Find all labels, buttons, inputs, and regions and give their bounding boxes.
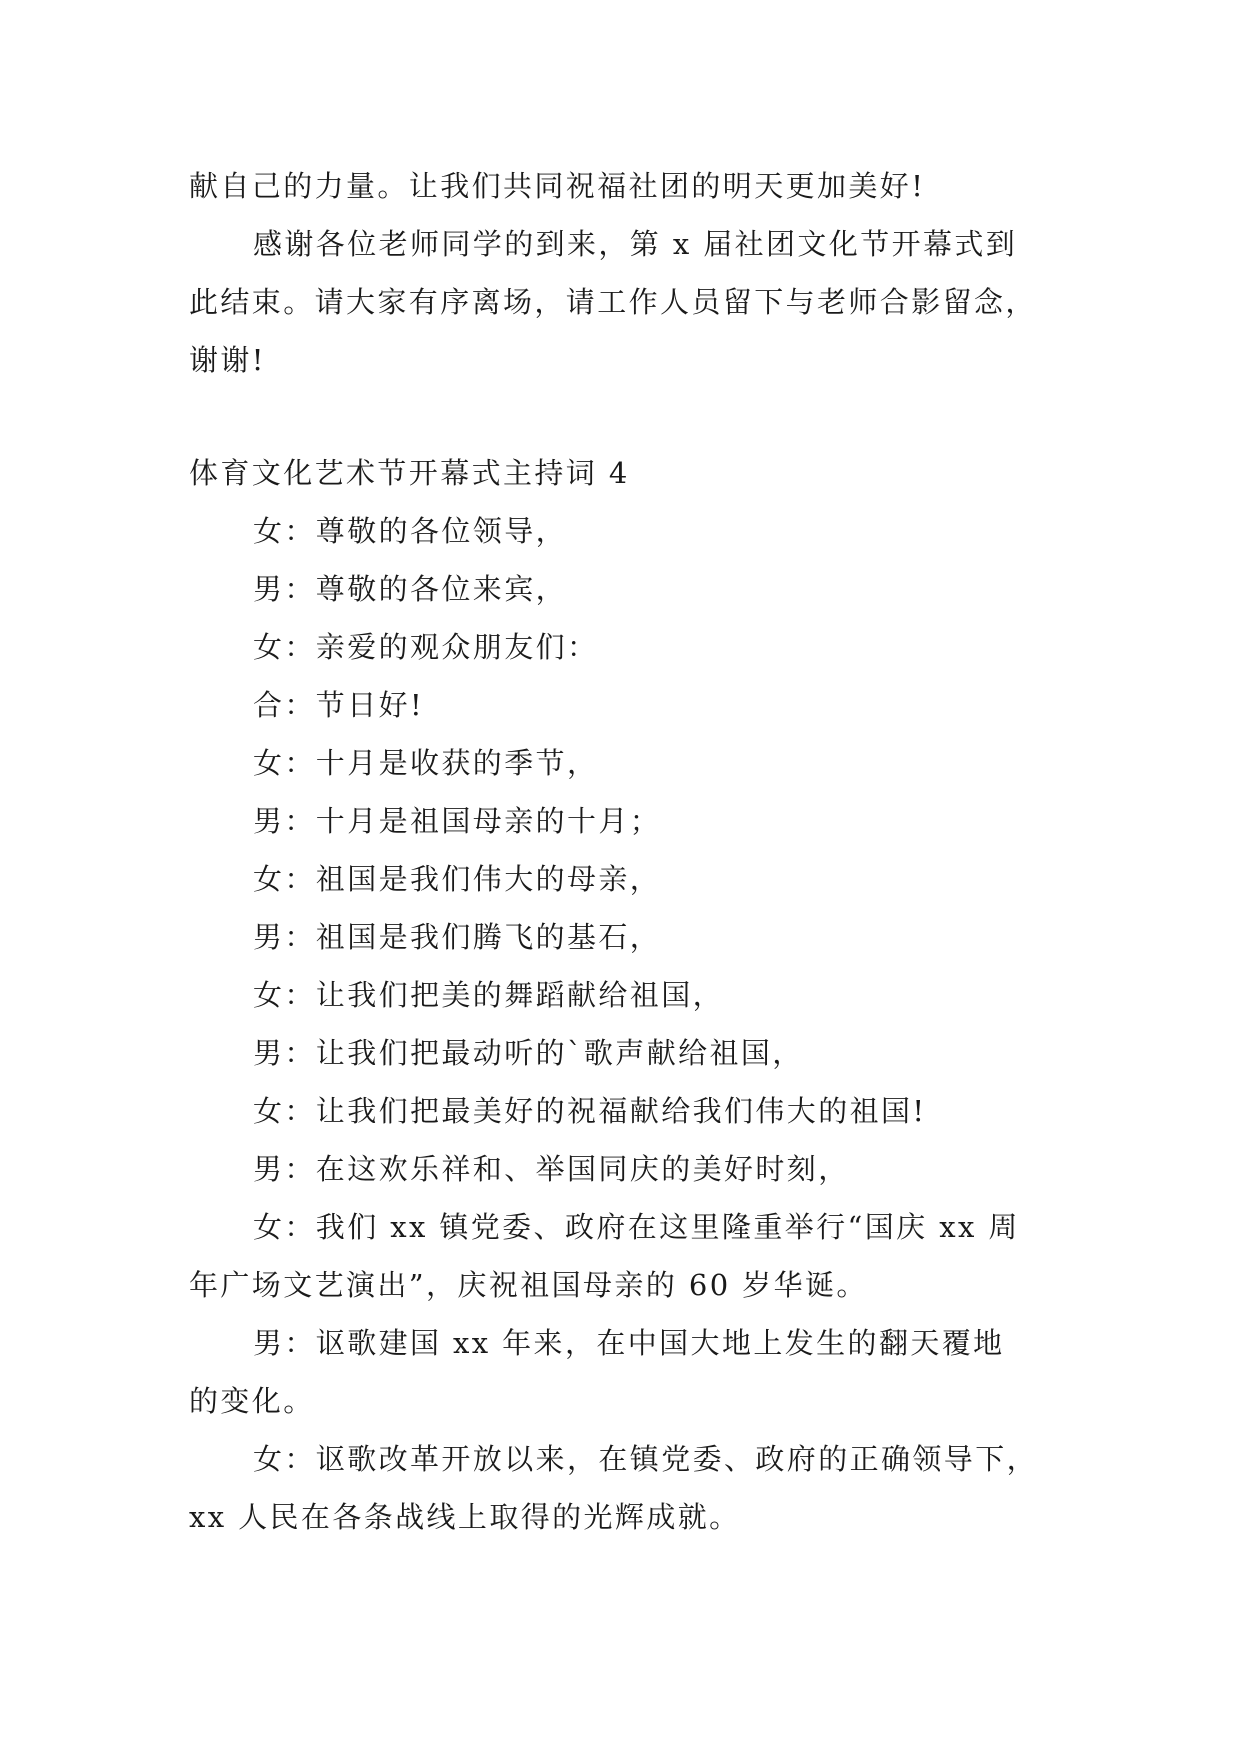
dialogue-line: 男：祖国是我们腾飞的基石，: [253, 920, 662, 954]
dialogue-line: 女：尊敬的各位领导，: [253, 514, 568, 548]
dialogue-line: 年广场文艺演出”，庆祝祖国母亲的 60 岁华诞。: [189, 1268, 868, 1302]
dialogue-line: 女：我们 xx 镇党委、政府在这里隆重举行“国庆 xx 周: [253, 1210, 1020, 1244]
dialogue-line: 男：尊敬的各位来宾，: [253, 572, 568, 606]
dialogue-line: 男：让我们把最动听的`歌声献给祖国，: [253, 1036, 804, 1070]
text-line: 感谢各位老师同学的到来，第 x 届社团文化节开幕式到: [253, 227, 1018, 261]
text-line: 谢谢!: [189, 343, 266, 377]
dialogue-line: 合：节日好!: [253, 688, 425, 722]
dialogue-line: 男：讴歌建国 xx 年来，在中国大地上发生的翻天覆地: [253, 1326, 1005, 1360]
dialogue-line: 女：十月是收获的季节，: [253, 746, 599, 780]
dialogue-line: 男：在这欢乐祥和、举国同庆的美好时刻，: [253, 1152, 850, 1186]
dialogue-line: 女：亲爱的观众朋友们：: [253, 630, 599, 664]
section-title: 体育文化艺术节开幕式主持词 4: [189, 456, 630, 490]
dialogue-line: 女：让我们把最美好的祝福献给我们伟大的祖国!: [253, 1094, 927, 1128]
dialogue-line: 女：祖国是我们伟大的母亲，: [253, 862, 662, 896]
dialogue-line: xx 人民在各条战线上取得的光辉成就。: [189, 1500, 741, 1534]
document-body: [189, 157, 1053, 1546]
text-line: 献自己的力量。让我们共同祝福社团的明天更加美好!: [189, 169, 926, 203]
dialogue-line: 男：十月是祖国母亲的十月；: [253, 804, 662, 838]
dialogue-line: 女：讴歌改革开放以来，在镇党委、政府的正确领导下，: [253, 1442, 1039, 1476]
text-line: 此结束。请大家有序离场，请工作人员留下与老师合影留念，: [189, 285, 1037, 319]
section-spacer: [189, 389, 1053, 444]
dialogue-line: 女：让我们把美的舞蹈献给祖国，: [253, 978, 725, 1012]
dialogue-line: 的变化。: [189, 1384, 315, 1418]
